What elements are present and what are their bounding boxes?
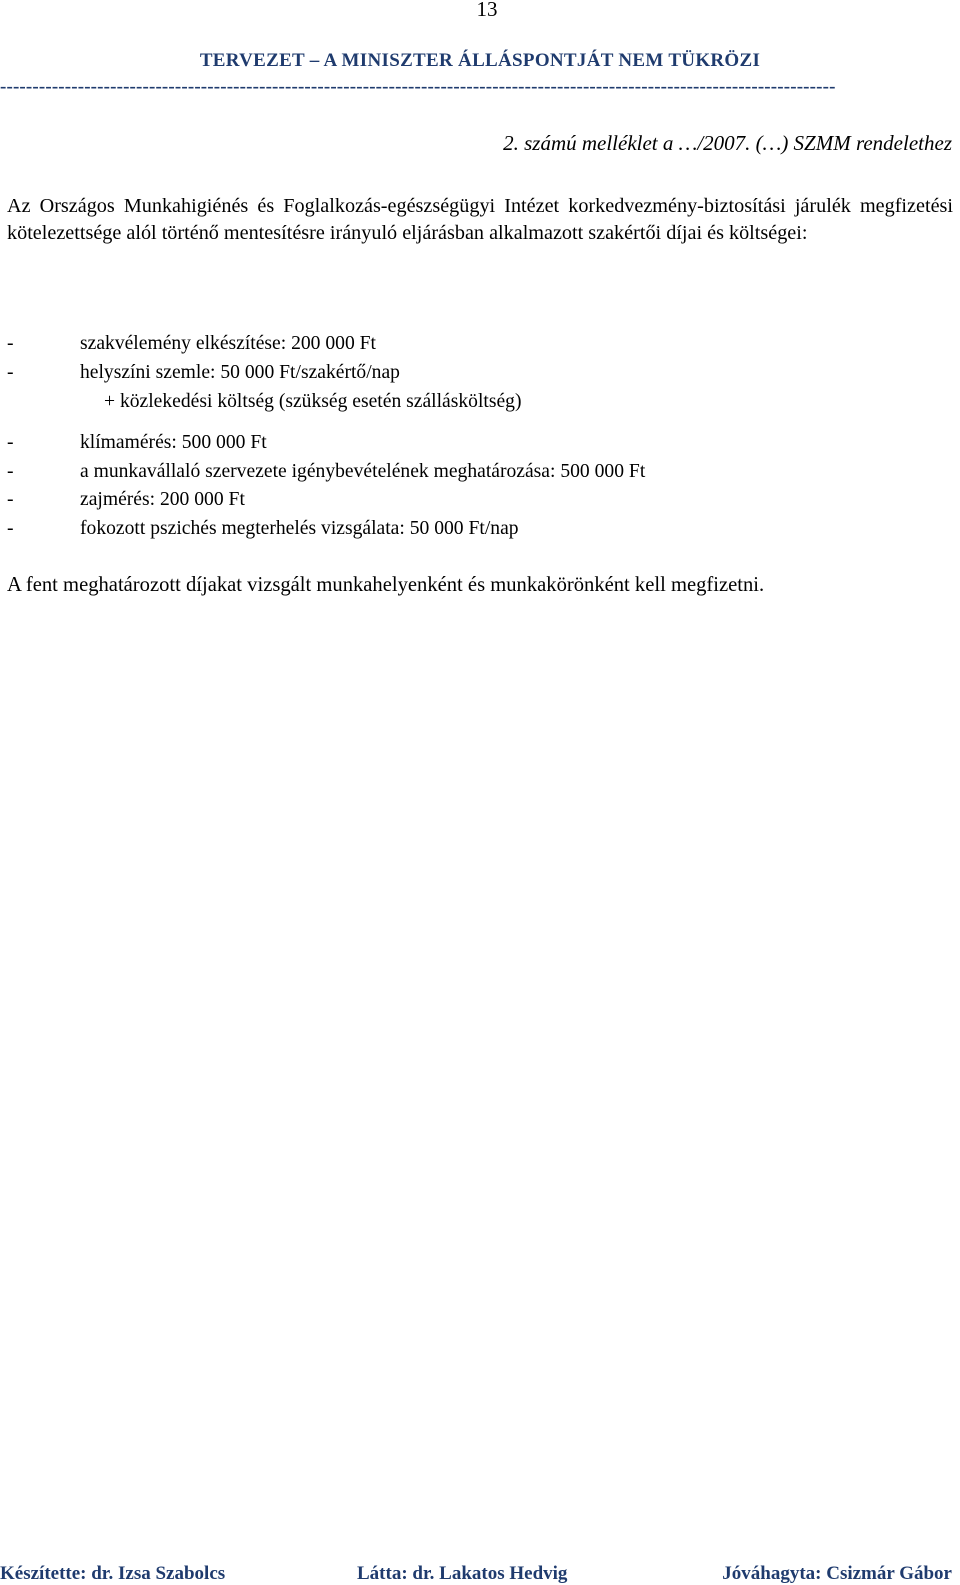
fee-item [7, 362, 400, 384]
fee-item-note: + közlekedési költség (szükség esetén szállásköltség) [104, 391, 522, 412]
list-dash: - [7, 362, 14, 383]
intro-paragraph: Az Országos Munkahigiénés és Foglalkozás-egészségügyi Intézet korkedvezmény-biztosítási járulék megfizetési kötelezettsége alól történő mentesítésre irányuló eljárásban alkalmazott szakértői díjai és költségei: [7, 195, 953, 244]
fee-item-text: fokozott pszichés megterhelés vizsgálata: 50 000 Ft/nap [80, 518, 519, 539]
footer-prepared-by: Készítette: dr. Izsa Szabolcs [0, 1563, 226, 1584]
fee-item [7, 432, 267, 454]
footer [0, 1563, 960, 1585]
fee-item-text: zajmérés: 200 000 Ft [80, 489, 245, 510]
fee-item [7, 489, 245, 511]
fee-item [7, 461, 645, 483]
list-dash: - [7, 461, 14, 482]
list-dash: - [7, 489, 14, 510]
draft-banner: TERVEZET – A MINISZTER ÁLLÁSPONTJÁT NEM TÜKRÖZI [199, 50, 761, 71]
footer-approved-by: Jóváhagyta: Csizmár Gábor [722, 1563, 952, 1584]
fee-item-text: szakvélemény elkészítése: 200 000 Ft [80, 333, 377, 354]
page-number: 13 [476, 0, 498, 21]
annex-title: 2. számú melléklet a …/2007. (…) SZMM rendelethez [503, 131, 952, 155]
list-dash: - [7, 432, 14, 453]
footer-seen-by: Látta: dr. Lakatos Hedvig [357, 1563, 568, 1584]
separator-line: --------------------------------------------------------------------------------------------------------------------------------- [0, 76, 836, 97]
fee-item [7, 518, 519, 540]
list-dash: - [7, 333, 14, 354]
fee-item [7, 333, 376, 355]
fee-item-text: a munkavállaló szervezete igénybevételének meghatározása: 500 000 Ft [80, 461, 646, 482]
fee-item-text: helyszíni szemle: 50 000 Ft/szakértő/nap [80, 362, 400, 383]
closing-paragraph: A fent meghatározott díjakat vizsgált munkahelyenként és munkakörönként kell megfizetni. [7, 574, 765, 596]
list-dash: - [7, 518, 14, 539]
fee-item-text: klímamérés: 500 000 Ft [80, 432, 267, 453]
